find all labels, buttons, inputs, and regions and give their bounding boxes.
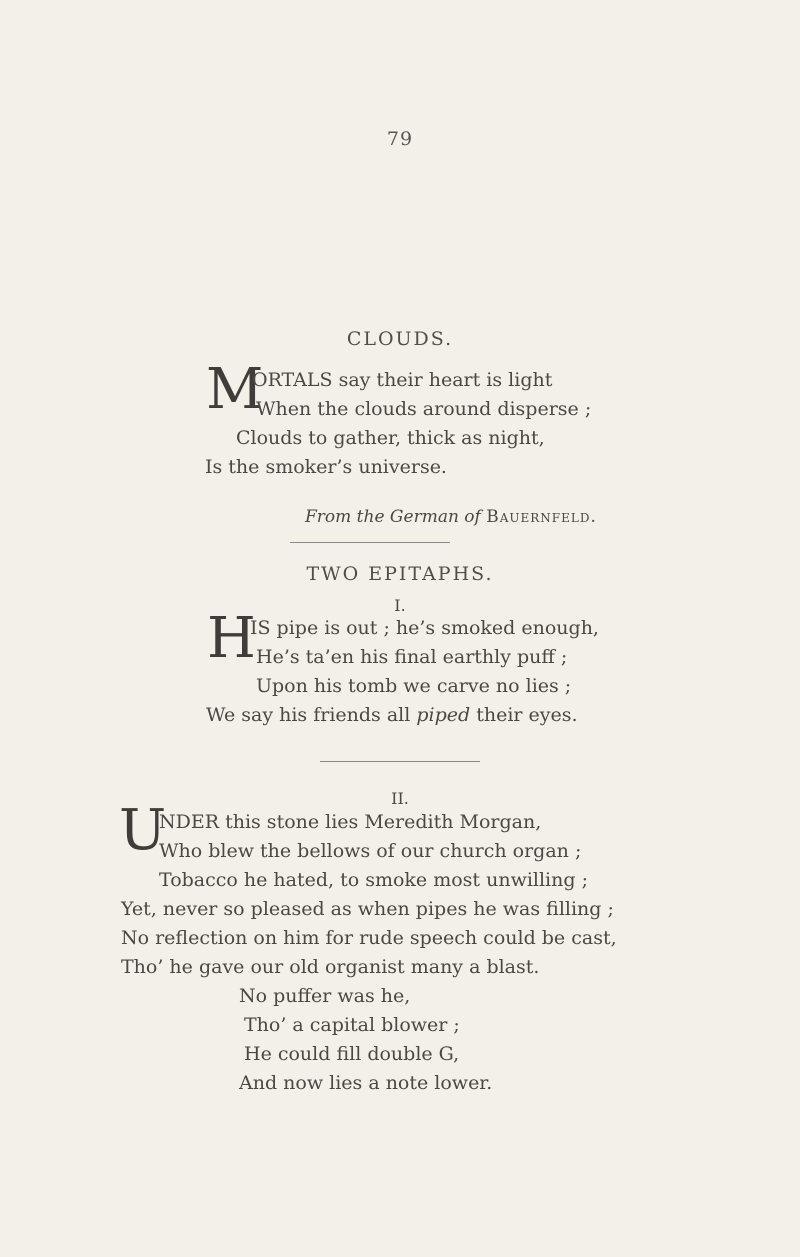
clouds-attribution — [305, 507, 597, 527]
clouds-title: CLOUDS. — [346, 328, 454, 350]
poem-line: ORTALS say their heart is light — [252, 369, 553, 391]
poem-line: Tho’ he gave our old organist many a blast. — [121, 956, 540, 978]
poem-line: Upon his tomb we carve no lies ; — [256, 675, 572, 697]
epitaph-two-numeral: II. — [391, 789, 409, 808]
section-divider — [320, 761, 480, 762]
attribution-author: Bauernfeld. — [486, 507, 597, 527]
poem-line: Who blew the bellows of our church organ ; — [159, 840, 582, 862]
poem-line: Is the smoker’s universe. — [205, 456, 447, 478]
epitaphs-title: TWO EPITAPHS. — [306, 563, 494, 585]
poem-line — [206, 701, 578, 730]
epitaph-two-dropcap: U — [119, 798, 167, 863]
poem-line-end: their eyes. — [476, 704, 578, 726]
epitaph-one-numeral: I. — [394, 596, 406, 615]
page-number: 79 — [386, 128, 414, 150]
poem-line: Tobacco he hated, to smoke most unwilling ; — [159, 869, 588, 891]
poem-emphasis: piped — [416, 704, 471, 726]
poem-line: When the clouds around disperse ; — [256, 398, 592, 420]
poem-line: No puffer was he, — [239, 985, 411, 1007]
poem-line: NDER this stone lies Meredith Morgan, — [159, 811, 542, 833]
poem-line: He could fill double G, — [244, 1043, 460, 1065]
attribution-prefix: From the German of — [305, 507, 481, 527]
section-divider — [290, 542, 450, 543]
poem-line: IS pipe is out ; he’s smoked enough, — [250, 617, 599, 639]
epitaph-one-dropcap: H — [207, 606, 256, 671]
poem-line: He’s ta’en his final earthly puff ; — [256, 646, 568, 668]
poem-line: Clouds to gather, thick as night, — [236, 427, 545, 449]
poem-line: Tho’ a capital blower ; — [244, 1014, 460, 1036]
poem-line: And now lies a note lower. — [239, 1072, 493, 1094]
poem-line-start: We say his friends all — [206, 704, 411, 726]
poem-line: Yet, never so pleased as when pipes he was filling ; — [121, 898, 614, 920]
poem-line: No reflection on him for rude speech could be cast, — [121, 927, 617, 949]
clouds-dropcap: M — [206, 357, 264, 422]
